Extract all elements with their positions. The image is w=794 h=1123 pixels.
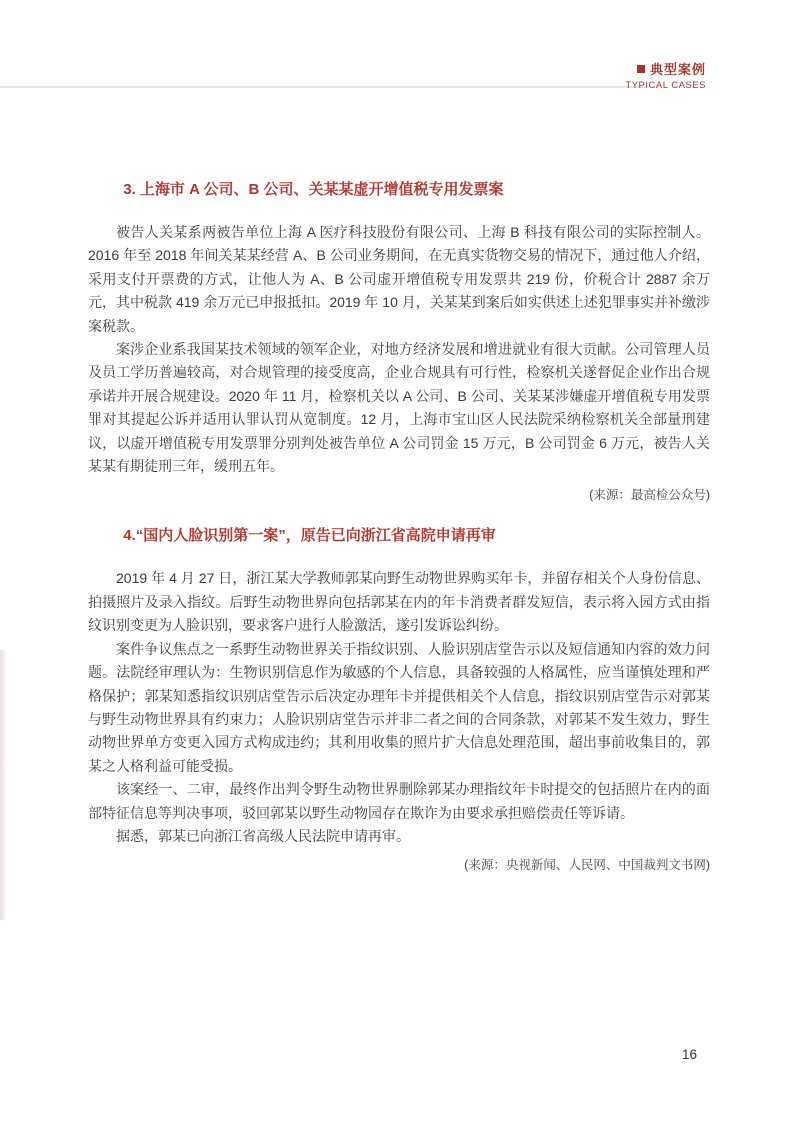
section-4-paragraph-2: 案件争议焦点之一系野生动物世界关于指纹识别、人脸识别店堂告示以及短信通知内容的效力问题。法院经审理认为：生物识别信息作为敏感的个人信息，具备较强的人格属性，应当谨慎处理和严格保护；郭某知悉指纹识别店堂告示后决定办理年卡并提供相关个人信息，指纹识别店堂告示对郭某与野生动物世界具有约束力；人脸识别店堂告示并非二者之间的合同条款，对郭某不发生效力，野生动物世界单方变更入园方式构成违约；其利用收集的照片扩大信息处理范围，超出事前收集目的，郭某之人格利益可能受损。 [88,640,710,774]
header-title-cn [625,62,706,78]
section-4-paragraph-3: 该案经一、二审，最终作出判令野生动物世界删除郭某办理指纹年卡时提交的包括照片在内的面部特征信息等判决事项，驳回郭某以野生动物园存在欺诈为由要求承担赔偿责任等诉请。 [88,781,710,821]
page-edge-shadow [0,650,7,920]
page-number: 16 [681,1047,697,1062]
main-content [88,180,710,875]
header-divider-line [0,86,646,88]
page-header [625,62,706,92]
section-3-paragraph-2: 案涉企业系我国某技术领域的领军企业，对地方经济发展和增进就业有很大贡献。公司管理人员及员工学历普遍较高，对合规管理的接受度高，企业合规具有可行性，检察机关遂督促企业作出合规承诺并开展合规建设。2020 年 11 月，检察机关以 A 公司、B 公司、关某某涉嫌虚开增值税专用发票罪对其提起公诉并适用认罪认罚从宽制度。12 月，上海市宝山区人民法院采纳检察机关全部量刑建议，以虚开增值税专用发票罪分别判处被告单位 A 公司罚金 15 万元，B 公司罚金 6 万元，被告人关某某有期徒刑三年，缓刑五年。 [88,341,710,475]
section-4-heading: 4.“国内人脸识别第一案”，原告已向浙江省高院申请再审 [123,527,496,545]
header-title-en: TYPICAL CASES [625,80,706,92]
header-title-cn-text: 典型案例 [649,62,706,77]
section-3-source: (来源：最高检公众号) [589,488,710,503]
square-bullet-icon [637,65,645,73]
section-3-paragraph-1: 被告人关某系两被告单位上海 A 医疗科技股份有限公司、上海 B 科技有限公司的实际控制人。2016 年至 2018 年间关某某经营 A、B 公司业务期间，在无真实货物交易的情况下，通过他人介绍，采用支付开票费的方式，让他人为 A、B 公司虚开增值税专用发票共 219 份，价税合计 2887 余万元，其中税款 419 余万元已申报抵扣。2019 年 10 月，关某某到案后如实供述上述犯罪事实并补缴涉案税款。 [88,224,710,334]
section-4-paragraph-4: 据悉，郭某已向浙江省高级人民法院申请再审。 [116,827,410,844]
section-3-heading: 3. 上海市 A 公司、B 公司、关某某虚开增值税专用发票案 [123,181,504,198]
section-4-paragraph-1: 2019 年 4 月 27 日，浙江某大学教师郭某向野生动物世界购买年卡，并留存相关个人身份信息、拍摄照片及录入指纹。后野生动物世界向包括郭某在内的年卡消费者群发短信，表示将入园方式由指纹识别变更为人脸识别，要求客户进行人脸激活，遂引发诉讼纠纷。 [88,570,710,634]
section-4-source: (来源：央视新闻、人民网、中国裁判文书网) [464,858,710,873]
